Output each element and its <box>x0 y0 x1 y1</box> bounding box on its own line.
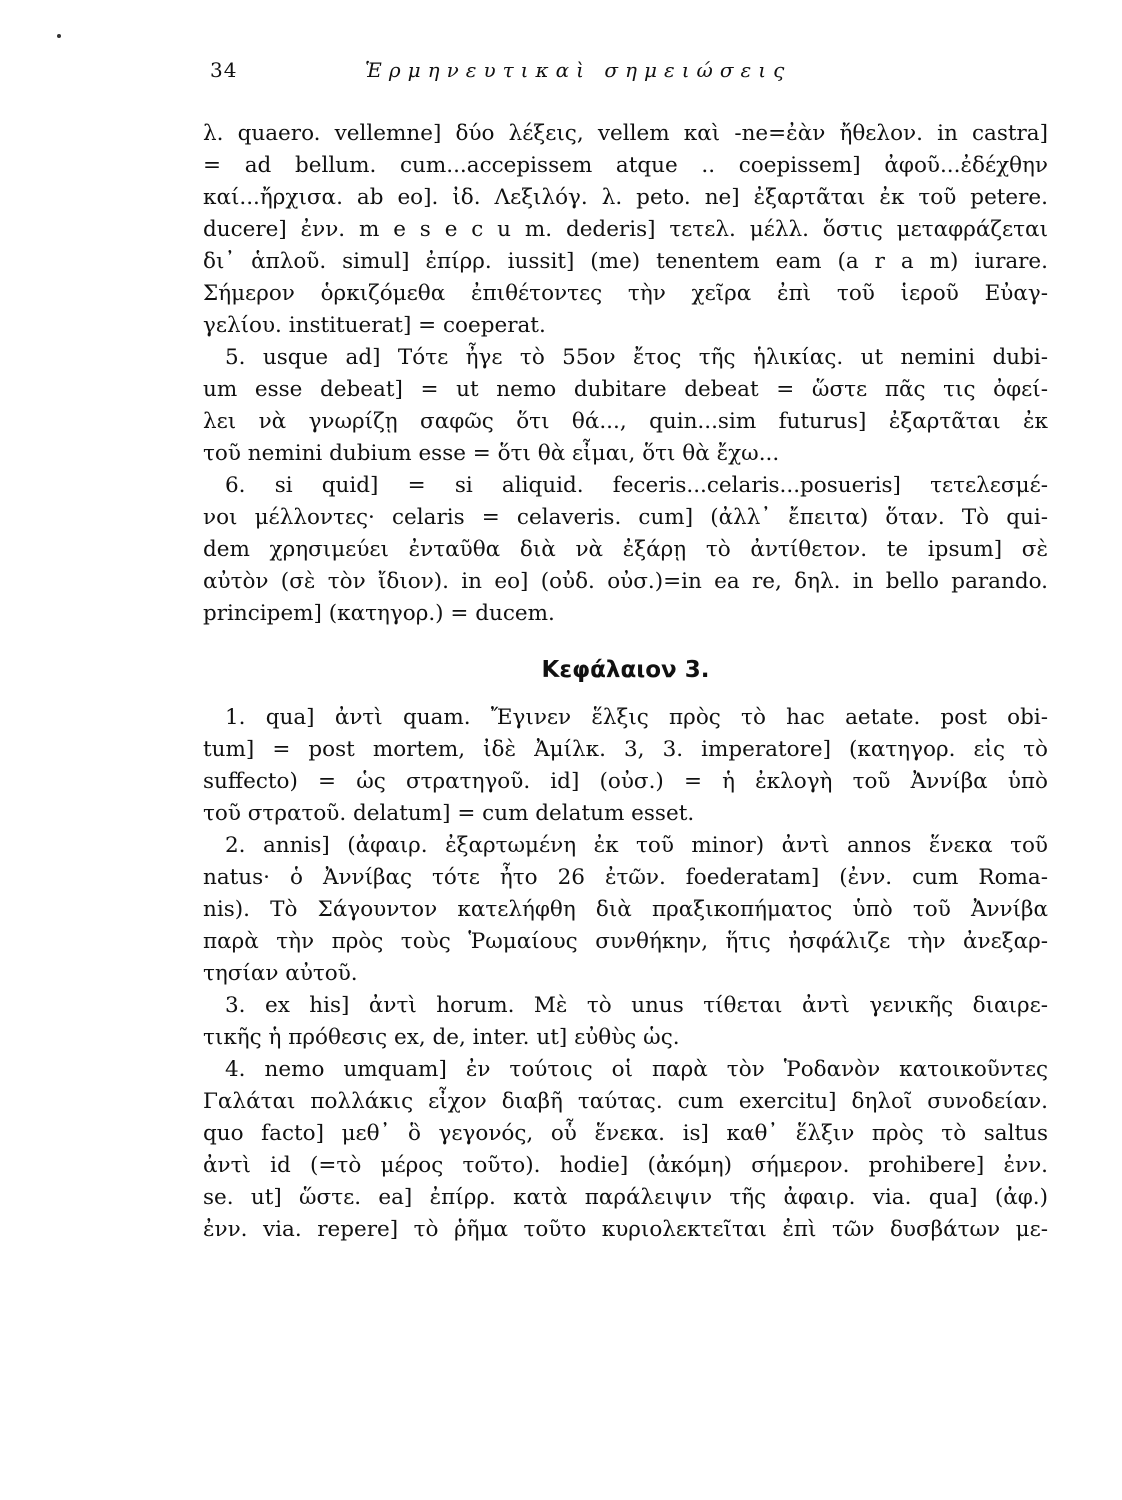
text-line: λ. quaero. vellemne] δύο λέξεις, vellem καὶ -ne=ἐὰν ἤθελον. in castra] <box>203 121 1048 146</box>
text-line: καί...ἤρχισα. ab eo]. ἰδ. Λεξιλόγ. λ. peto. ne] ἐξαρτᾶται ἐκ τοῦ petere. <box>203 185 1048 210</box>
text-line: = ad bellum. cum...accepissem atque .. coepissem] ἀφοῦ...ἐδέχθην <box>203 153 1048 178</box>
text-line: um esse debeat] = ut nemo dubitare debeat = ὥστε πᾶς τις ὀφεί- <box>203 377 1048 402</box>
text-line: τοῦ στρατοῦ. delatum] = cum delatum esset. <box>203 801 695 826</box>
text-line: se. ut] ὥστε. ea] ἐπίρρ. κατὰ παράλειψιν τῆς ἀφαιρ. via. qua] (ἀφ.) <box>203 1185 1048 1210</box>
text-line: δι᾽ ἁπλοῦ. simul] ἐπίρρ. iussit] (me) tenentem eam (a r a m) iurare. <box>203 249 1048 274</box>
text-line: tum] = post mortem, ἰδὲ Ἀμίλκ. 3, 3. imperatore] (κατηγορ. εἰς τὸ <box>203 737 1048 762</box>
text-line: 1. qua] ἀντὶ quam. Ἔγινεν ἕλξις πρὸς τὸ hac aetate. post obi- <box>225 705 1048 730</box>
text-line: 2. annis] (ἀφαιρ. ἐξαρτωμένη ἐκ τοῦ minor) ἀντὶ annos ἕνεκα τοῦ <box>225 833 1048 858</box>
text-line: 3. ex his] ἀντὶ horum. Μὲ τὸ unus τίθεται ἀντὶ γενικῆς διαιρε- <box>225 993 1048 1018</box>
text-line: 4. nemo umquam] ἐν τούτοις οἱ παρὰ τὸν Ῥοδανὸν κατοικοῦντες <box>225 1057 1048 1082</box>
text-line: τικῆς ἡ πρόθεσις ex, de, inter. ut] εὐθὺς ὡς. <box>203 1025 680 1050</box>
page-header <box>210 58 1050 98</box>
text-line: παρὰ τὴν πρὸς τοὺς Ῥωμαίους συνθήκην, ἥτις ἠσφάλιζε τὴν ἀνεξαρ- <box>203 929 1048 954</box>
text-line: τοῦ nemini dubium esse = ὅτι θὰ εἶμαι, ὅτι θὰ ἔχω... <box>203 441 780 466</box>
text-line: 5. usque ad] Τότε ἦγε τὸ 55ον ἔτος τῆς ἡλικίας. ut nemini dubi- <box>225 345 1048 370</box>
text-line: ἀντὶ id (=τὸ μέρος τοῦτο). hodie] (ἀκόμη) σήμερον. prohibere] ἐνν. <box>203 1153 1048 1178</box>
text-line: αὐτὸν (σὲ τὸν ἴδιον). in eo] (οὐδ. οὐσ.)=in ea re, δηλ. in bello parando. <box>203 569 1048 594</box>
text-line: suffecto) = ὡς στρατηγοῦ. id] (οὐσ.) = ἡ ἐκλογὴ τοῦ Ἀννίβα ὑπὸ <box>203 769 1048 794</box>
text-line: γελίου. instituerat] = coeperat. <box>203 313 546 338</box>
text-line: λει νὰ γνωρίζῃ σαφῶς ὅτι θά..., quin...sim futurus] ἐξαρτᾶται ἐκ <box>203 409 1048 434</box>
text-line: 6. si quid] = si aliquid. feceris...celaris...posueris] τετελεσμέ- <box>225 473 1048 498</box>
running-head: Ἑρμηνευτικαὶ σημειώσεις <box>365 58 792 82</box>
text-line: Σήμερον ὁρκιζόμεθα ἐπιθέτοντες τὴν χεῖρα ἐπὶ τοῦ ἱεροῦ Εὐαγ- <box>203 281 1048 306</box>
text-line: ἐνν. via. repere] τὸ ῥῆμα τοῦτο κυριολεκτεῖται ἐπὶ τῶν δυσβάτων με- <box>203 1217 1048 1242</box>
text-line: quo facto] μεθ᾽ ὃ γεγονός, οὗ ἕνεκα. is] καθ᾽ ἕλξιν πρὸς τὸ saltus <box>203 1121 1048 1146</box>
body-text <box>203 118 1048 1246</box>
text-line: τησίαν αὐτοῦ. <box>203 961 358 986</box>
chapter-title: Κεφάλαιον 3. <box>541 657 710 683</box>
text-line: Γαλάται πολλάκις εἶχον διαβῆ ταύτας. cum exercitu] δηλοῖ συνοδείαν. <box>203 1089 1048 1114</box>
margin-dot <box>57 34 61 38</box>
text-line: ducere] ἐνν. m e s e c u m. dederis] τετελ. μέλλ. ὅστις μεταφράζεται <box>203 217 1048 242</box>
text-line: νοι μέλλοντες· celaris = celaveris. cum] (ἀλλ᾽ ἔπειτα) ὅταν. Τὸ qui- <box>203 505 1048 530</box>
text-line: dem χρησιμεύει ἐνταῦθα διὰ νὰ ἐξάρῃ τὸ ἀντίθετον. te ipsum] σὲ <box>203 537 1048 562</box>
text-line: natus· ὁ Ἀννίβας τότε ἦτο 26 ἐτῶν. foederatam] (ἐνν. cum Roma- <box>203 865 1048 890</box>
page-number: 34 <box>210 58 238 82</box>
text-line: principem] (κατηγορ.) = ducem. <box>203 601 555 626</box>
text-line: nis). Τὸ Σάγουντον κατελήφθη διὰ πραξικοπήματος ὑπὸ τοῦ Ἀννίβα <box>203 897 1048 922</box>
